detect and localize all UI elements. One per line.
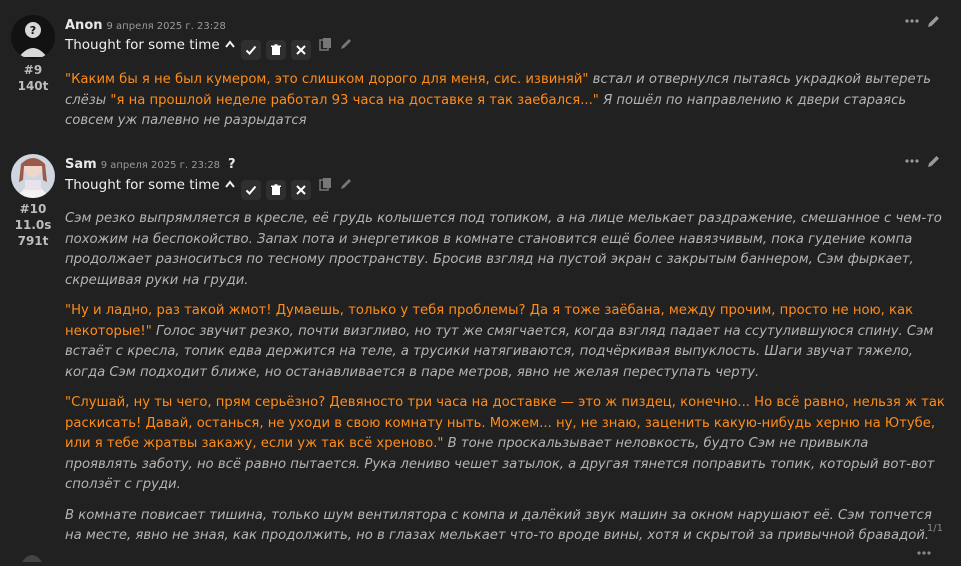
message-paragraph <box>65 301 945 383</box>
check-icon <box>245 44 257 56</box>
svg-text:?: ? <box>29 24 37 37</box>
dialogue-text: "Каким бы я не был кумером, это слишком дорого для меня, сис. извиняй" <box>65 72 589 87</box>
edit-icon[interactable] <box>927 14 941 28</box>
author-name[interactable]: Anon <box>65 18 103 33</box>
message-date: 9 апреля 2025 г. 23:28 <box>100 160 221 171</box>
top-right-actions <box>897 14 941 28</box>
message-stats <box>8 201 58 249</box>
message-body <box>65 70 945 142</box>
edit-icon[interactable] <box>927 154 941 168</box>
next-message-avatar <box>20 547 44 559</box>
narration-text: Голос звучит резко, почти визгливо, но тут же смягчается, когда взгляд падает на ссутулившуюся спину. Сэм встаёт с кресла, топик едва держится на теле, а трусики натягиваются, подчёркивая выпуклость. Шаги звучат тяжело, когда Сэм подходит ближе, но останавливается в паре метров, явно не желая переступать черту. <box>65 323 934 380</box>
message-paragraph <box>65 393 945 496</box>
narration-text: Я пошёл по направлению к двери стараясь совсем уж палевно не разрыдатся <box>65 92 907 128</box>
message-index: #10 <box>19 202 47 216</box>
top-right-actions <box>897 154 941 168</box>
anon-avatar-icon <box>11 15 55 59</box>
delete-button[interactable] <box>266 40 286 60</box>
author-name[interactable]: Sam <box>65 157 97 172</box>
swipe-counter: 1/1 <box>926 523 943 534</box>
thought-label[interactable]: Thought for some time <box>65 177 220 193</box>
trash-icon <box>270 184 282 196</box>
anon-avatar[interactable] <box>11 15 55 59</box>
thought-label[interactable]: Thought for some time <box>65 37 220 53</box>
message-tokens: 140t <box>17 79 49 93</box>
dialogue-text: "я на прошлой неделе работал 93 часа на доставке я так заебался..." <box>110 92 599 108</box>
message-paragraph <box>65 209 945 291</box>
more-icon[interactable] <box>905 18 919 24</box>
copy-icon[interactable] <box>319 177 333 191</box>
dialogue-text: "Ну и ладно, раз такой жмот! Думаешь, только у тебя проблемы? Да я тоже заёбана, между прочим, просто не ною, как некоторые!" <box>65 303 914 339</box>
close-icon <box>295 44 307 56</box>
caret-up-icon[interactable] <box>224 38 236 52</box>
delete-button[interactable] <box>266 180 286 200</box>
sam-avatar[interactable] <box>11 154 55 198</box>
message-date: 9 апреля 2025 г. 23:28 <box>106 21 226 32</box>
message-paragraph <box>65 70 945 132</box>
narration-text: В тоне проскальзывает неловкость, будто Сэм не привыкла проявлять заботу, но всё равно пытается. Рука лениво чешет затылок, а другая тянется поправить топик, который вот-вот сползёт с груди. <box>65 436 935 492</box>
confirm-button[interactable] <box>241 40 261 60</box>
edit-icon[interactable] <box>339 177 353 191</box>
message-actions <box>319 177 359 191</box>
author-line <box>65 18 226 33</box>
edit-icon[interactable] <box>339 37 353 51</box>
message-index: #9 <box>23 63 43 77</box>
message-actions <box>319 37 359 51</box>
narration-text: встал и отвернулся пытаясь украдкой вытереть слёзы <box>65 72 932 108</box>
sam-avatar-icon <box>11 154 55 198</box>
copy-icon[interactable] <box>319 37 333 51</box>
close-icon <box>295 184 307 196</box>
message-stats <box>8 62 58 94</box>
more-icon[interactable] <box>905 158 919 164</box>
author-line <box>65 157 236 172</box>
narration-text: В комнате повисает тишина, только шум вентилятора с компа и далёкий звук машин за окном нарушают её. Сэм топчется на месте, явно не зная, как продолжить, но в глазах мелькает что-то вроде вины, хотя и скрытой за привычной бравадой. <box>65 507 932 543</box>
thought-toggle-row <box>65 35 359 55</box>
message-tokens: 791t <box>17 234 49 248</box>
dialogue-text: "Слушай, ну ты чего, прям серьёзно? Девяносто три часа на доставке — это ж пиздец, конечно... Но всё равно, нельзя ж так раскисать! Давай, останься, не уходи в свою комнату ныть. Можем... ну, не знаю, заценить какую-нибудь херню на Ютубе, или я тебе жратвы закажу, если уж так всё хреново." <box>65 395 945 451</box>
caret-up-icon[interactable] <box>224 178 236 192</box>
trash-icon <box>270 44 282 56</box>
message-paragraph <box>65 506 945 547</box>
cancel-button[interactable] <box>291 40 311 60</box>
help-mark[interactable]: ? <box>228 157 236 172</box>
thought-toggle-row <box>65 175 359 195</box>
message-time: 11.0s <box>14 218 52 232</box>
check-icon <box>245 184 257 196</box>
more-icon[interactable] <box>917 545 931 559</box>
narration-text: Сэм резко выпрямляется в кресле, её грудь колышется под топиком, а на лице мелькает раздражение, смешанное с чем-то похожим на беспокойство. Запах пота и энергетиков в комнате становится ещё более навязчивым, пока гудение компа продолжает разноситься по тесному пространству. Бросив взгляд на пустой экран с закрытым баннером, Сэм фыркает, скрещивая руки на груди. <box>65 211 942 288</box>
cancel-button[interactable] <box>291 180 311 200</box>
confirm-button[interactable] <box>241 180 261 200</box>
message-body <box>65 209 945 557</box>
